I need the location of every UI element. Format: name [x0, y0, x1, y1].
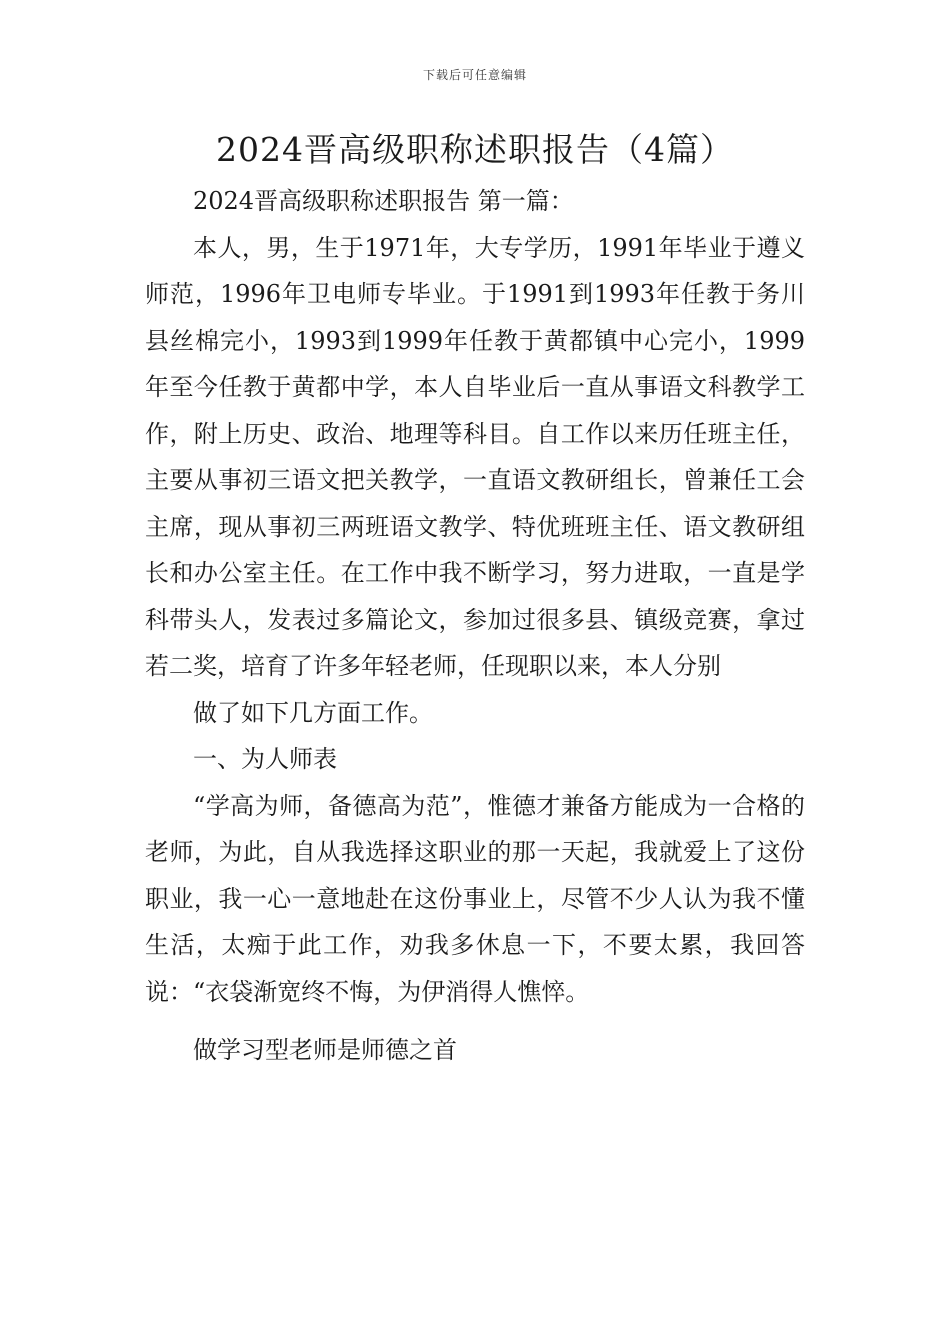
paragraph-work-intro: 做了如下几方面工作。	[193, 698, 433, 727]
section-heading-one: 一、为人师表	[193, 745, 337, 773]
section-heading-first: 2024晋高级职称述职报告 第一篇：	[193, 187, 574, 215]
paragraph-ethics: “学高为师，备德高为范”，惟德才兼备方能成为一合格的老师，为此，自从我选择这职业的那一天起，我就爱上了这份职业，我一心一意地赴在这份事业上，尽管不少人认为我不懂生活，太痴于此工作，劝我多休息一下，不要太累，我回答说：“衣袋渐宽终不悔，为伊消得人憔悴。	[145, 791, 805, 1006]
paragraph-introduction: 本人，男，生于1971年，大专学历，1991年毕业于遵义师范，1996年卫电师专毕业。于1991到1993年任教于务川县丝棉完小，1993到1999年任教于黄都镇中心完小，1999年至今任教于黄都中学，本人自毕业后一直从事语文科教学工作，附上历史、政治、地理等科目。自工作以来历任班主任，主要从事初三语文把关教学，一直语文教研组长，曾兼任工会主席，现从事初三两班语文教学、特优班班主任、语文教研组长和办公室主任。在工作中我不断学习，努力进取，一直是学科带头人，发表过多篇论文，参加过很多县、镇级竞赛，拿过若二奖，培育了许多年轻老师，任现职以来，本人分别	[145, 233, 805, 680]
header-note: 下载后可任意编辑	[422, 68, 527, 82]
document-body	[145, 178, 805, 1074]
document-title: 2024晋高级职称述职报告（4篇）	[216, 130, 734, 169]
paragraph-learning-teacher: 做学习型老师是师德之首	[193, 1036, 457, 1064]
